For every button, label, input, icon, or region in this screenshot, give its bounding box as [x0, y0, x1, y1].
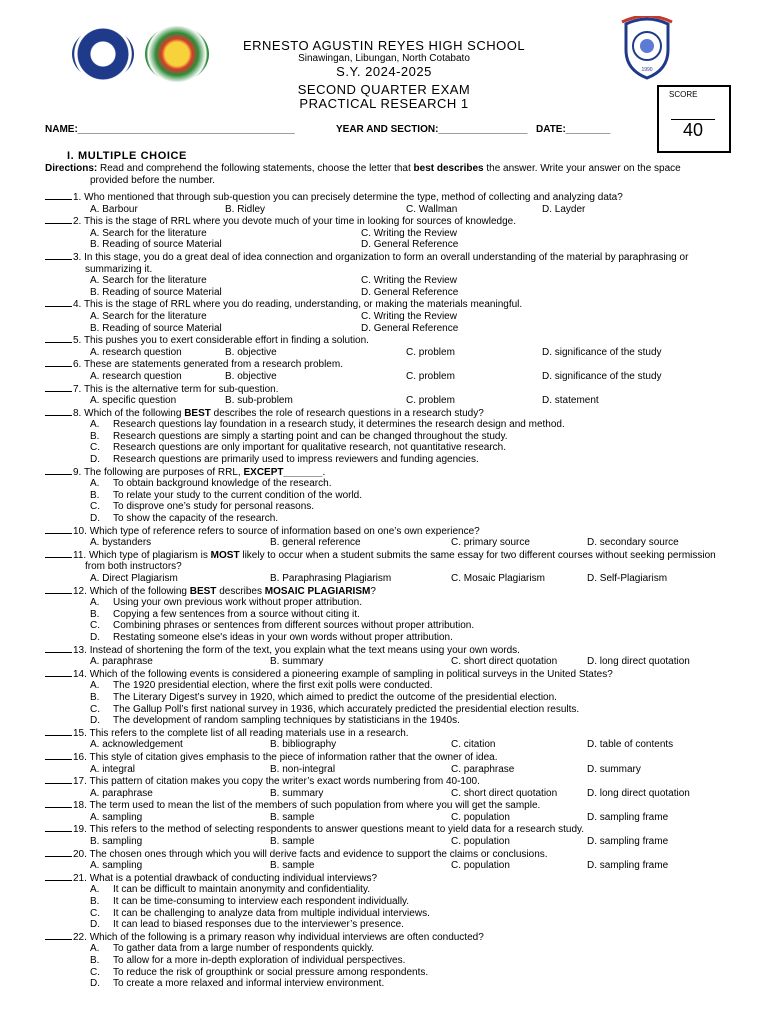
answer-option[interactable]	[45, 442, 735, 454]
question-item	[45, 931, 735, 990]
answer-blank[interactable]	[45, 848, 72, 857]
question-item	[45, 644, 735, 668]
answer-option[interactable]: A. paraphrase	[90, 656, 153, 668]
answer-option[interactable]: B. sample	[270, 860, 315, 872]
question-text: This refers to the method of selecting respondents to answer questions meant to yield data for a research study.	[89, 824, 585, 836]
answer-option[interactable]: A. sampling	[90, 860, 143, 872]
option-text: Using your own previous work without proper attribution.	[113, 597, 363, 609]
options-row	[45, 347, 735, 359]
question-item	[45, 848, 735, 872]
option-letter: D.	[90, 715, 100, 727]
answer-option[interactable]	[45, 919, 735, 931]
option-text: The Gallup Poll’s first national survey in 1936, which accurately predicted the presidential election results.	[113, 703, 580, 715]
answer-option[interactable]: D. significance of the study	[542, 346, 662, 358]
question-emphasis: BEST	[184, 407, 211, 419]
question-number: 15.	[73, 727, 87, 739]
answer-blank[interactable]	[45, 872, 72, 881]
question-number: 21.	[73, 872, 87, 884]
question-item	[45, 549, 735, 585]
answer-blank[interactable]	[45, 775, 72, 784]
answer-option[interactable]: A. research question	[90, 346, 182, 358]
question-text: This refers to the complete list of all reading materials use in a research.	[89, 727, 409, 739]
question-emphasis: BEST	[189, 585, 217, 597]
answer-option[interactable]	[45, 419, 735, 431]
answer-option[interactable]	[45, 896, 735, 908]
section-title: I. MULTIPLE CHOICE	[67, 150, 187, 162]
answer-option[interactable]	[45, 501, 735, 513]
answer-option[interactable]	[45, 513, 735, 525]
answer-option[interactable]: D. table of contents	[587, 739, 674, 751]
option-letter: C.	[90, 501, 100, 513]
question-text: In this stage, you do a great deal of idea connection and organization to form an overall understanding of the material by paraphrasing or summarizing it.	[84, 251, 689, 275]
answer-blank[interactable]	[45, 644, 72, 653]
question-item	[45, 585, 735, 644]
answer-option[interactable]: C. Mosaic Plagiarism	[451, 573, 545, 584]
answer-option[interactable]: C. population	[451, 811, 510, 823]
answer-option[interactable]: A. Direct Plagiarism	[90, 573, 178, 584]
question-stem	[45, 407, 735, 420]
option-letter: A.	[90, 478, 100, 490]
option-text: It can be difficult to maintain anonymity and confidentiality.	[113, 884, 370, 896]
answer-option[interactable]: D. long direct quotation	[587, 787, 690, 799]
option-text: To reduce the risk of groupthink or social pressure among respondents.	[113, 966, 429, 978]
score-box	[657, 85, 731, 153]
option-letter: A.	[90, 597, 100, 609]
options-row	[45, 812, 735, 824]
answer-option[interactable]: B. Reading of source Material	[90, 239, 222, 251]
question-item	[45, 251, 735, 298]
answer-option[interactable]: A. Search for the literature	[90, 275, 207, 287]
question-item	[45, 334, 735, 358]
question-stem	[45, 848, 735, 861]
question-stem	[45, 334, 735, 347]
answer-option[interactable]	[45, 715, 735, 727]
answer-blank[interactable]	[45, 407, 72, 416]
question-stem	[45, 215, 735, 228]
question-emphasis: MOSAIC PLAGIARISM	[264, 585, 371, 597]
question-stem	[45, 383, 735, 396]
question-text: ?	[370, 585, 376, 597]
question-stem	[45, 872, 735, 885]
answer-option[interactable]: D. long direct quotation	[587, 656, 690, 668]
answer-blank[interactable]	[45, 931, 72, 940]
year-section-field[interactable]: YEAR AND SECTION:________________	[336, 124, 528, 135]
answer-option[interactable]: C. Writing the Review	[361, 310, 457, 322]
options-row	[45, 860, 735, 872]
option-letter: D.	[90, 978, 100, 990]
answer-blank[interactable]	[45, 549, 72, 558]
answer-option[interactable]	[45, 955, 735, 967]
options-row	[45, 395, 735, 407]
question-item	[45, 383, 735, 407]
question-item	[45, 191, 735, 215]
question-item	[45, 799, 735, 823]
answer-option[interactable]: A. bystanders	[90, 537, 152, 549]
question-item	[45, 751, 735, 775]
options-row	[45, 323, 735, 335]
answer-option[interactable]: C. citation	[451, 739, 496, 751]
question-text: This style of citation gives emphasis to the piece of information rather that the owner of idea.	[89, 751, 498, 763]
option-text: To obtain background knowledge of the research.	[113, 478, 332, 490]
question-number: 1.	[73, 192, 82, 203]
question-number: 18.	[73, 800, 87, 812]
answer-blank[interactable]	[45, 466, 72, 475]
question-text: This is the stage of RRL where you devote much of your time in looking for sources of knowledge.	[83, 216, 517, 228]
options-row	[45, 537, 735, 549]
answer-option[interactable]	[45, 490, 735, 502]
question-number: 13.	[73, 644, 87, 656]
answer-blank[interactable]	[45, 215, 72, 224]
school-name: ERNESTO AGUSTIN REYES HIGH SCHOOL	[242, 38, 526, 53]
options-row	[45, 764, 735, 776]
option-text: To disprove one’s study for personal reasons.	[113, 501, 315, 513]
answer-option[interactable]: C. Writing the Review	[361, 227, 457, 239]
answer-option[interactable]: B. general reference	[270, 537, 361, 549]
answer-option[interactable]: D. statement	[542, 395, 599, 407]
answer-option[interactable]: B. non-integral	[270, 763, 336, 775]
question-number: 10.	[73, 525, 87, 537]
question-text: Which of the following events is considered a pioneering example of sampling in political surveys in the United States?	[89, 668, 613, 680]
answer-option[interactable]: A. paraphrase	[90, 787, 153, 799]
option-letter: C.	[90, 442, 100, 454]
answer-option[interactable]	[45, 943, 735, 955]
question-text: describes	[216, 585, 265, 597]
answer-option[interactable]: B. sub-problem	[225, 395, 293, 407]
option-letter: A.	[90, 884, 100, 896]
question-number: 14.	[73, 668, 87, 680]
option-letter: C.	[90, 907, 100, 919]
option-text: To show the capacity of the research.	[113, 513, 279, 525]
answer-option[interactable]: B. sampling	[90, 836, 143, 848]
option-letter: B.	[90, 691, 100, 703]
answer-option[interactable]: B. Paraphrasing Plagiarism	[270, 573, 392, 584]
question-number: 4.	[73, 299, 82, 311]
question-item	[45, 215, 735, 251]
option-letter: D.	[90, 454, 100, 466]
option-text: To relate your study to the current condition of the world.	[113, 489, 363, 501]
answer-option[interactable]: C. Wallman	[406, 203, 458, 215]
answer-option[interactable]: C. short direct quotation	[451, 787, 558, 799]
question-text: This is the stage of RRL where you do reading, understanding, or making the materials meaningful.	[83, 299, 523, 311]
question-text: This pushes you to exert considerable effort in finding a solution.	[83, 335, 369, 347]
answer-blank[interactable]	[45, 191, 72, 200]
answer-blank[interactable]	[45, 751, 72, 760]
answer-blank[interactable]	[45, 727, 72, 736]
answer-option[interactable]: B. sample	[270, 836, 315, 848]
answer-option[interactable]: D. Layder	[542, 203, 586, 215]
question-item	[45, 525, 735, 549]
question-text: Instead of shortening the form of the text, you explain what the text means using your own words.	[89, 644, 520, 656]
question-number: 6.	[73, 359, 82, 371]
option-letter: A.	[90, 419, 100, 431]
question-number: 9.	[73, 466, 82, 478]
directions-emphasis: best describes	[413, 163, 484, 174]
question-text: This is the alternative term for sub-question.	[83, 383, 279, 395]
answer-option[interactable]: C. problem	[406, 395, 455, 407]
question-stem	[45, 251, 735, 275]
answer-blank[interactable]	[45, 585, 72, 594]
question-text: Which of the following	[89, 585, 190, 597]
answer-option[interactable]	[45, 632, 735, 644]
answer-blank[interactable]	[45, 668, 72, 677]
answer-option[interactable]: D. significance of the study	[542, 370, 662, 382]
directions-text: Read and comprehend the following statements, choose the letter that	[97, 163, 414, 174]
answer-option[interactable]: D. General Reference	[361, 286, 459, 298]
option-text: Combining phrases or sentences from different sources without proper attribution.	[113, 620, 475, 632]
question-stem	[45, 751, 735, 764]
question-number: 3.	[73, 251, 82, 263]
exam-subject: PRACTICAL RESEARCH 1	[299, 96, 469, 111]
answer-option[interactable]: C. short direct quotation	[451, 656, 558, 668]
answer-option[interactable]: B. Ridley	[225, 203, 266, 215]
option-text: Research questions are primarily used to impress reviewers and funding agencies.	[113, 454, 479, 466]
answer-option[interactable]	[45, 908, 735, 920]
question-number: 12.	[73, 585, 87, 597]
question-emphasis: MOST	[210, 549, 240, 561]
question-stem	[45, 931, 735, 944]
option-text: The 1920 presidential election, where the first exit polls were conducted.	[113, 680, 433, 692]
answer-option[interactable]	[45, 680, 735, 692]
option-text: To gather data from a large number of respondents quickly.	[113, 943, 375, 955]
option-letter: D.	[90, 919, 100, 931]
question-stem	[45, 799, 735, 812]
question-text: Which of the following is a primary reason why individual interviews are often conducted?	[89, 931, 484, 943]
option-text: It can be time-consuming to interview each respondent individually.	[113, 896, 410, 908]
svg-text:1990: 1990	[641, 67, 653, 73]
answer-option[interactable]: B. summary	[270, 656, 324, 668]
question-stem	[45, 525, 735, 538]
option-letter: D.	[90, 631, 100, 643]
directions-text: the answer. Write your answer on the space	[483, 163, 681, 174]
option-letter: B.	[90, 896, 100, 908]
answer-option[interactable]: A. sampling	[90, 811, 143, 823]
question-text: The following are purposes of RRL,	[83, 466, 244, 478]
question-stem	[45, 549, 735, 573]
options-row	[45, 275, 735, 287]
question-text: Which type of plagiarism is	[88, 549, 211, 561]
answer-option[interactable]	[45, 978, 735, 990]
option-text: Research questions are simply a starting point and can be changed throughout the study.	[113, 430, 508, 442]
options-row	[45, 656, 735, 668]
question-number: 19.	[73, 824, 87, 836]
options-row	[45, 287, 735, 299]
answer-option[interactable]: D. sampling frame	[587, 811, 669, 823]
answer-option[interactable]	[45, 431, 735, 443]
question-item	[45, 407, 735, 466]
answer-option[interactable]: C. problem	[406, 370, 455, 382]
answer-option[interactable]: A. specific question	[90, 395, 177, 407]
option-letter: D.	[90, 513, 100, 525]
answer-option[interactable]: C. primary source	[451, 537, 530, 549]
answer-option[interactable]: D. General Reference	[361, 322, 459, 334]
school-address: Sinawingan, Libungan, North Cotabato	[298, 53, 470, 64]
answer-option[interactable]: D. Self-Plagiarism	[587, 573, 668, 584]
option-letter: B.	[90, 955, 100, 966]
answer-option[interactable]: B. objective	[225, 370, 277, 382]
question-stem	[45, 585, 735, 598]
answer-option[interactable]: C. population	[451, 860, 510, 872]
options-row	[45, 239, 735, 251]
question-number: 11.	[73, 549, 87, 561]
question-item	[45, 466, 735, 525]
question-item	[45, 823, 735, 847]
score-label: SCORE	[669, 90, 698, 99]
options-row	[45, 836, 735, 848]
answer-option[interactable]: D. sampling frame	[587, 836, 669, 848]
answer-option[interactable]	[45, 692, 735, 704]
name-field[interactable]: NAME:_______________________________________	[45, 124, 295, 135]
options-row	[45, 371, 735, 383]
question-item	[45, 775, 735, 799]
question-text: The chosen ones through which you will derive facts and evidence to support the claims or conclusions.	[89, 848, 548, 860]
answer-option[interactable]: A. Search for the literature	[90, 227, 207, 239]
question-text: Which type of reference refers to source of information based on one’s own experience?	[89, 525, 480, 537]
answer-blank[interactable]	[45, 823, 72, 832]
options-row	[45, 573, 735, 585]
answer-blank[interactable]	[45, 358, 72, 367]
question-stem	[45, 358, 735, 371]
option-text: Copying a few sentences from a source without citing it.	[113, 608, 360, 620]
question-stem	[45, 644, 735, 657]
option-letter: C.	[90, 620, 100, 632]
answer-option[interactable]: B. summary	[270, 787, 324, 799]
question-item	[45, 298, 735, 334]
question-text: likely to occur when a student submits the same essay for two different courses without seeking permission from both instructors?	[85, 549, 716, 573]
question-text: Who mentioned that through sub-question you can precisely determine the type, method of collecting and analyzing data?	[84, 192, 623, 203]
option-text: It can be challenging to analyze data from multiple individual interviews.	[113, 907, 430, 919]
answer-blank[interactable]	[45, 334, 72, 343]
options-row	[45, 204, 735, 216]
score-total: 40	[683, 120, 704, 140]
options-row	[45, 311, 735, 323]
option-text: The development of random sampling techniques by statisticians in the 1940s.	[113, 715, 460, 727]
answer-option[interactable]: A. integral	[90, 763, 136, 775]
answer-option[interactable]: C. Writing the Review	[361, 275, 457, 287]
answer-option[interactable]: D. sampling frame	[587, 860, 669, 872]
answer-option[interactable]	[45, 597, 735, 609]
question-item	[45, 358, 735, 382]
answer-option[interactable]	[45, 454, 735, 466]
question-number: 17.	[73, 776, 87, 788]
answer-blank[interactable]	[45, 799, 72, 808]
question-item	[45, 872, 735, 931]
question-number: 8.	[73, 407, 82, 419]
answer-option[interactable]: D. General Reference	[361, 239, 459, 251]
directions	[45, 163, 725, 186]
option-text: To create a more relaxed and informal interview environment.	[113, 978, 385, 990]
question-number: 2.	[73, 216, 82, 228]
option-text: It can lead to biased responses due to the interviewer’s presence.	[113, 919, 404, 931]
answer-option[interactable]: C. problem	[406, 346, 455, 358]
question-text: The term used to mean the list of the members of such population from where you will get the sample.	[89, 800, 541, 812]
answer-option[interactable]: C. population	[451, 836, 510, 848]
answer-option[interactable]: B. objective	[225, 346, 277, 358]
question-text: .	[322, 466, 326, 478]
option-letter: B.	[90, 430, 100, 442]
answer-option[interactable]: A. Barbour	[90, 203, 138, 215]
answer-option[interactable]: A. acknowledgement	[90, 739, 183, 751]
question-text: Which of the following	[84, 407, 185, 419]
directions-label: Directions:	[45, 163, 98, 174]
answer-blank[interactable]	[45, 251, 72, 260]
question-number: 16.	[73, 751, 87, 763]
question-stem	[45, 727, 735, 740]
option-letter: B.	[90, 489, 100, 501]
exam-title: SECOND QUARTER EXAM	[297, 82, 471, 97]
answer-option[interactable]	[45, 609, 735, 621]
question-text: describes the role of research questions in a research study?	[210, 407, 484, 419]
answer-option[interactable]: A. Search for the literature	[90, 310, 207, 322]
question-item	[45, 668, 735, 727]
question-number: 22.	[73, 931, 87, 943]
answer-option[interactable]	[45, 704, 735, 716]
question-stem	[45, 191, 735, 204]
answer-option[interactable]	[45, 884, 735, 896]
question-stem	[45, 823, 735, 836]
question-number: 20.	[73, 848, 87, 860]
option-letter: A.	[90, 680, 100, 692]
answer-option[interactable]: B. bibliography	[270, 739, 337, 751]
question-number: 7.	[73, 383, 82, 395]
question-emphasis: EXCEPT_______	[243, 466, 323, 478]
answer-option[interactable]: D. secondary source	[587, 537, 679, 549]
option-text: Research questions lay foundation in a research study, it determines the research design and method.	[113, 419, 565, 431]
answer-option[interactable]: B. Reading of source Material	[90, 286, 222, 298]
option-text: The Literary Digest’s survey in 1920, which aimed to predict the outcome of the presidential election.	[113, 691, 557, 703]
date-field[interactable]: DATE:________	[536, 124, 611, 135]
question-stem	[45, 466, 735, 479]
option-letter: C.	[90, 703, 100, 715]
answer-option[interactable]	[45, 478, 735, 490]
option-text: Research questions are only important for qualitative research, not quantitative research.	[113, 442, 506, 454]
option-text: Restating someone else's ideas in your own words without proper attribution.	[113, 631, 453, 643]
answer-blank[interactable]	[45, 525, 72, 534]
answer-option[interactable]	[45, 967, 735, 979]
options-row	[45, 228, 735, 240]
answer-option[interactable]: B. sample	[270, 811, 315, 823]
question-stem	[45, 775, 735, 788]
question-stem	[45, 298, 735, 311]
school-year: S.Y. 2024-2025	[336, 64, 432, 79]
options-row	[45, 788, 735, 800]
option-letter: A.	[90, 943, 100, 955]
option-text: To allow for a more in-depth exploration of individual perspectives.	[113, 955, 406, 966]
answer-option[interactable]: D. summary	[587, 763, 641, 775]
answer-option[interactable]: C. paraphrase	[451, 763, 515, 775]
question-list	[45, 191, 735, 990]
answer-blank[interactable]	[45, 383, 72, 392]
answer-option[interactable]: A. research question	[90, 370, 182, 382]
answer-blank[interactable]	[45, 298, 72, 307]
question-text: What is a potential drawback of conducting individual interviews?	[89, 872, 378, 884]
option-letter: C.	[90, 966, 100, 978]
question-text: This pattern of citation makes you copy the writer’s exact words numbering from 40-100.	[89, 776, 480, 788]
option-letter: B.	[90, 608, 100, 620]
question-stem	[45, 668, 735, 681]
question-item	[45, 727, 735, 751]
options-row	[45, 739, 735, 751]
question-number: 5.	[73, 335, 82, 347]
directions-text: provided before the number.	[90, 174, 216, 186]
answer-option[interactable]	[45, 620, 735, 632]
answer-option[interactable]: B. Reading of source Material	[90, 322, 222, 334]
question-text: These are statements generated from a research problem.	[83, 359, 343, 371]
